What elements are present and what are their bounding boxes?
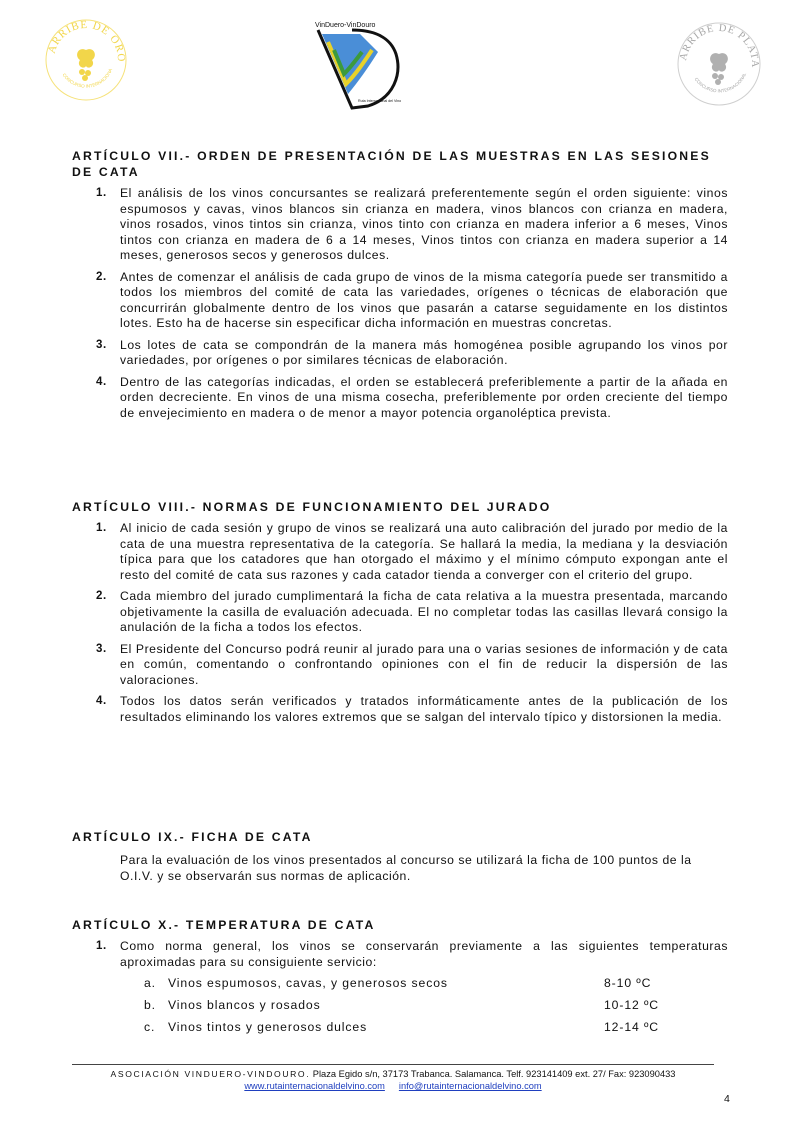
sub-letter: a. [144, 976, 156, 990]
list-item [72, 375, 728, 422]
article-vii-list [72, 186, 728, 421]
item-text: Al inicio de cada sesión y grupo de vinos se realizará una auto calibración del jurado por medio de la cata de una muestra representativa de la categoría. Se hallará la media, la mediana y la desviación típica para que los catadores que han otorgado el máximo y el mínimo cómputo expongan ante el resto del comité de cata sus razones y cada catador tienda a converger con el criterio del grupo. [120, 521, 728, 582]
item-number: 2. [96, 590, 107, 602]
grape-leaf-icon [77, 49, 95, 81]
logo-left-subtitle: CONCURSO INTERNACIONA [61, 67, 114, 89]
item-text: El análisis de los vinos concursantes se realizará preferentemente según el orden siguiente: vinos espumosos y cavas, vinos blancos sin crianza en madera, vinos blancos con crianza en madera, vinos rosados, vinos tintos sin crianza, vinos tinto con crianza en madera inferior a 6 meses, Vinos tintos con crianza en madera de 6 a 14 meses, Vinos tintos con crianza en madera superior a 14 meses, generosos secos y generosos dulces. [120, 186, 728, 262]
item-text: Todos los datos serán verificados y tratados informáticamente antes de la publicación de los resultados eliminando los valores extremos que se salgan del intervalo típico y distorsionen la media. [120, 694, 728, 724]
list-item [72, 589, 728, 636]
item-number: 1. [96, 187, 107, 199]
item-number: 3. [96, 338, 107, 351]
page-number: 4 [724, 1093, 730, 1105]
list-item [72, 642, 728, 689]
item-text: Dentro de las categorías indicadas, el orden se establecerá preferiblemente a partir de la añada en orden decreciente. En vinos de una misma cosecha, preferiblemente por orden creciente del tiempo de envejecimiento en madera o de menor a mayor potencia organoléptica prevista. [120, 374, 728, 420]
temperature-value: 8-10 ºC [604, 976, 652, 990]
logo-center-subtitle: Ruta Internacional del Vino [358, 99, 402, 103]
item-number: 1. [96, 940, 107, 952]
list-item [72, 270, 728, 332]
list-item [72, 939, 728, 970]
logo-center-title: VinDuero-VinDouro [315, 22, 376, 29]
wine-type: Vinos blancos y rosados [168, 998, 321, 1012]
article-x [72, 917, 728, 1042]
item-text: Los lotes de cata se compondrán de la manera más homogénea posible agrupando los vinos por variedades, por orígenes o por similares técnicas de elaboración. [120, 337, 728, 367]
temperature-row [72, 1020, 728, 1042]
article-ix-title: ARTÍCULO IX.- FICHA DE CATA [72, 830, 313, 844]
article-vii [72, 148, 728, 421]
list-item [72, 521, 728, 583]
vinduero-vindouro-logo [312, 18, 404, 112]
article-ix-text: Para la evaluación de los vinos presentados al concurso se utilizará la ficha de 100 puntos de la O.I.V. y se observarán sus normas de aplicación. [120, 853, 692, 883]
item-number: 4. [96, 375, 107, 388]
list-item [72, 694, 728, 725]
list-item [72, 186, 728, 264]
item-number: 1. [96, 522, 107, 534]
article-ix [72, 829, 728, 896]
email-link[interactable]: info@rutainternacionaldelvino.com [398, 1081, 542, 1091]
temperature-row [72, 976, 728, 998]
article-viii-title: ARTÍCULO VIII.- NORMAS DE FUNCIONAMIENTO DEL JURADO [72, 500, 552, 514]
item-text: Como norma general, los vinos se conservarán previamente a las siguientes temperaturas aproximadas para su consiguiente servicio: [120, 939, 728, 969]
footer-address [72, 1068, 714, 1081]
temperature-list [72, 976, 728, 1042]
arribe-de-plata-logo [672, 14, 766, 108]
website-link[interactable]: www.rutainternacionaldelvino.com [244, 1081, 385, 1091]
item-number: 2. [96, 270, 107, 283]
item-number: 4. [96, 695, 107, 707]
association-name: ASOCIACIÓN VINDUERO-VINDOURO. [110, 1069, 311, 1079]
item-number: 3. [96, 642, 107, 655]
grape-leaf-icon [710, 53, 728, 85]
logo-right-title: ARRIBE DE PLATA [678, 22, 761, 68]
temperature-row [72, 998, 728, 1020]
footer-divider [72, 1064, 714, 1065]
footer-links [72, 1081, 714, 1091]
sub-letter: c. [144, 1020, 156, 1034]
arribe-de-oro-logo [40, 12, 132, 104]
wine-type: Vinos tintos y generosos dulces [168, 1020, 368, 1034]
temperature-value: 12-14 ºC [604, 1020, 660, 1034]
article-x-list [72, 939, 728, 970]
article-vii-title: ARTÍCULO VII.- ORDEN DE PRESENTACIÓN DE LAS MUESTRAS EN LAS SESIONES DE CATA [72, 149, 711, 179]
logo-right-subtitle: CONCURSO INTERNACIONAL [693, 72, 748, 94]
article-x-title: ARTÍCULO X.- TEMPERATURA DE CATA [72, 918, 376, 932]
sub-letter: b. [144, 998, 156, 1012]
list-item [72, 338, 728, 369]
wine-type: Vinos espumosos, cavas, y generosos secos [168, 976, 448, 990]
article-viii [72, 499, 728, 725]
item-text: Cada miembro del jurado cumplimentará la ficha de cata relativa a la muestra presentada, marcando objetivamente la casilla de evaluación adecuada. El no completar todas las casillas llevará consigo la anulación de la ficha a todos los efectos. [120, 589, 728, 634]
temperature-value: 10-12 ºC [604, 998, 660, 1012]
logo-left-title: ARRIBE DE ORO [45, 18, 128, 63]
item-text: Antes de comenzar el análisis de cada grupo de vinos de la misma categoría puede ser transmitido a todos los miembros del comité de cata las variedades, orígenes o técnicas de elaboración que concurrirán globalmente dentro de los vinos que pasarán a catarse seguidamente en los distintos lotes. Esto ha de hacerse sin especificar dicha información en muestras concretas. [120, 269, 728, 330]
address-text: Plaza Egido s/n, 37173 Trabanca. Salamanca. Telf. 923141409 ext. 27/ Fax: 923090433 [310, 1069, 676, 1079]
item-text: El Presidente del Concurso podrá reunir al jurado para una o varias sesiones de información y de cata en común, comentando o confrontando opiniones con el fin de reducir la dispersión de las valoraciones. [120, 641, 728, 687]
article-viii-list [72, 521, 728, 725]
